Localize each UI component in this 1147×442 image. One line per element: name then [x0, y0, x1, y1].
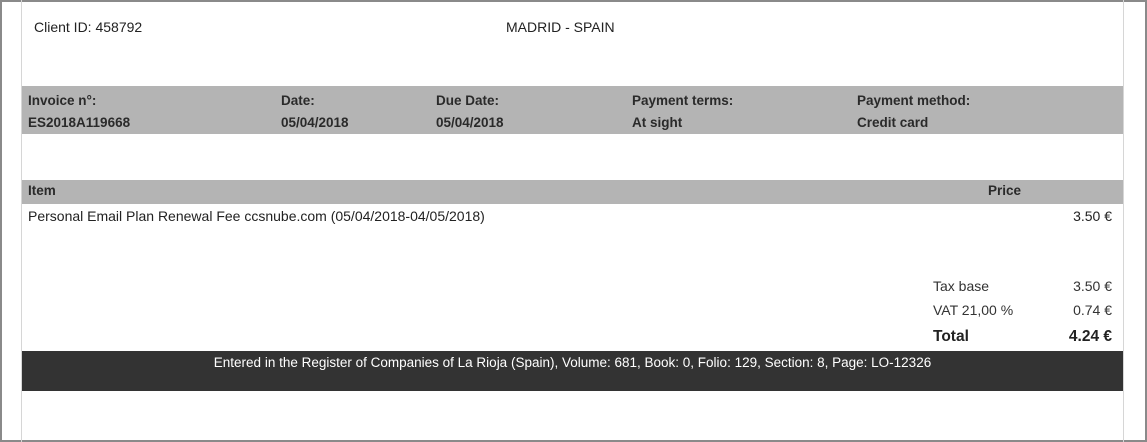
right-margin-rule: [1123, 0, 1124, 442]
vat-value: 0.74 €: [1073, 302, 1112, 318]
payment-terms-value: At sight: [632, 115, 683, 130]
due-date-block: [436, 90, 504, 134]
payment-terms-block: [632, 90, 733, 134]
payment-method-label: Payment method:: [857, 93, 971, 108]
invoice-date-label: Date:: [281, 93, 315, 108]
invoice-date-value: 05/04/2018: [281, 115, 349, 130]
invoice-info-band: [22, 86, 1123, 134]
invoice-number-label: Invoice n°:: [28, 93, 97, 108]
due-date-label: Due Date:: [436, 93, 500, 108]
invoice-number-block: [28, 90, 130, 134]
invoice-date-block: [281, 90, 349, 134]
invoice-number-value: ES2018A119668: [28, 115, 131, 130]
registry-footer: Entered in the Register of Companies of La Rioja (Spain), Volume: 681, Book: 0, Folio: 129, Section: 8, Page: LO-12326: [22, 351, 1123, 391]
payment-terms-label: Payment terms:: [632, 93, 734, 108]
company-location: MADRID - SPAIN: [506, 19, 615, 35]
total-value: 4.24 €: [1068, 328, 1112, 345]
item-column-header: Item: [28, 183, 56, 198]
total-label: Total: [933, 328, 969, 345]
items-table-header: [22, 180, 1123, 204]
item-description: Personal Email Plan Renewal Fee ccsnube.com (05/04/2018-04/05/2018): [28, 208, 485, 224]
payment-method-block: [857, 90, 970, 134]
vat-row: [933, 302, 1112, 326]
item-price: 3.50 €: [1073, 208, 1112, 224]
totals-block: [933, 278, 1112, 350]
vat-label: VAT 21,00 %: [933, 302, 1014, 318]
total-row: [933, 328, 1112, 352]
payment-method-value: Credit card: [857, 115, 929, 130]
tax-base-label: Tax base: [933, 278, 990, 294]
tax-base-row: [933, 278, 1112, 302]
client-id: Client ID: 458792: [34, 19, 143, 35]
tax-base-value: 3.50 €: [1073, 278, 1112, 294]
price-column-header: Price: [988, 183, 1022, 198]
due-date-value: 05/04/2018: [436, 115, 504, 130]
table-row: [22, 208, 1123, 228]
